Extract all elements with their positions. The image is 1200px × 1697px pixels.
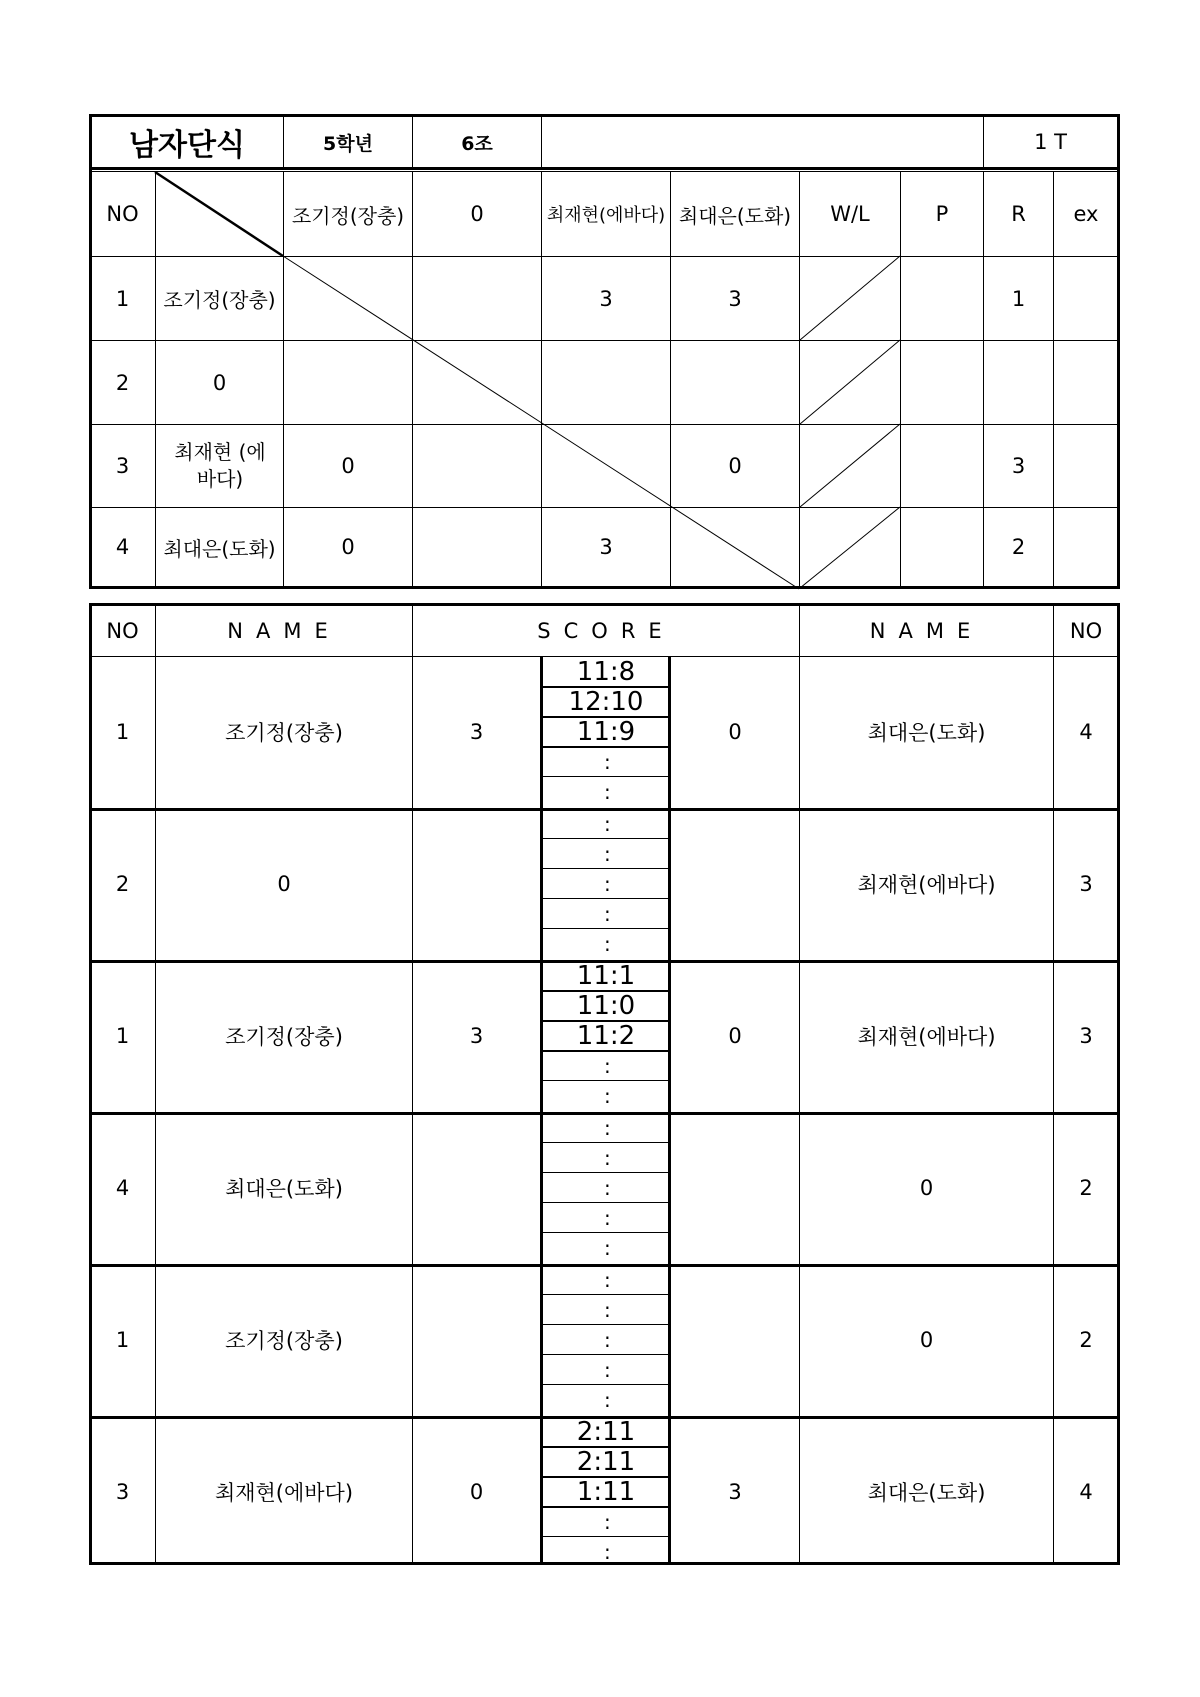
col-header-player-4: 최대은(도화) xyxy=(678,203,792,228)
match-name-left: 0 xyxy=(277,872,291,896)
game-score: 2:11 xyxy=(576,1416,636,1447)
match-name-right: 0 xyxy=(919,1328,934,1352)
col-header-r: R xyxy=(1011,202,1026,226)
standings-row-no: 3 xyxy=(115,454,130,478)
matches-header-no-right: NO xyxy=(1069,619,1103,643)
match-score-left: 3 xyxy=(469,720,484,744)
game-separator: : xyxy=(604,1268,611,1292)
standings-cell: 0 xyxy=(728,454,742,478)
game-score: 12:10 xyxy=(568,686,644,717)
standings-cell: 0 xyxy=(341,535,355,559)
matches-header-name-left: NAME xyxy=(227,619,341,643)
game-separator: : xyxy=(604,1116,611,1140)
col-header-wl: W/L xyxy=(830,202,870,226)
game-score: 1:11 xyxy=(576,1476,636,1507)
standings-cell: 0 xyxy=(341,454,355,478)
match-no-left: 1 xyxy=(115,720,130,744)
col-header-ex: ex xyxy=(1073,202,1099,226)
match-score-left: 0 xyxy=(469,1480,484,1504)
game-score: 11:0 xyxy=(576,990,636,1021)
match-name-right: 0 xyxy=(919,1176,934,1200)
match-no-right: 2 xyxy=(1079,1176,1093,1200)
game-separator: : xyxy=(604,1298,611,1322)
standings-cell: 3 xyxy=(599,535,613,559)
game-separator: : xyxy=(604,1388,611,1412)
game-separator: : xyxy=(604,780,611,804)
match-no-left: 1 xyxy=(115,1328,130,1352)
game-separator: : xyxy=(604,1054,611,1078)
match-score-right: 0 xyxy=(728,720,742,744)
standings-row-no: 1 xyxy=(115,286,130,311)
standings-row-name: 최대은(도화) xyxy=(163,536,276,561)
game-separator: : xyxy=(604,1510,611,1534)
matches-header-no-left: NO xyxy=(106,619,139,643)
match-no-right: 2 xyxy=(1079,1328,1093,1352)
col-header-no: NO xyxy=(106,202,139,226)
match-no-right: 3 xyxy=(1079,1024,1093,1048)
match-name-left: 조기정(장충) xyxy=(225,1025,343,1049)
standings-rank: 2 xyxy=(1011,535,1026,559)
game-separator: : xyxy=(604,1206,611,1230)
standings-row-name: 0 xyxy=(212,370,227,395)
match-no-right: 3 xyxy=(1079,872,1093,896)
game-separator: : xyxy=(604,1084,611,1108)
game-score: 2:11 xyxy=(576,1446,636,1477)
round-label: 1 T xyxy=(1034,130,1067,154)
match-score-right: 3 xyxy=(728,1480,742,1504)
standings-rank: 1 xyxy=(1011,286,1026,311)
game-separator: : xyxy=(604,1146,611,1170)
standings-cell: 3 xyxy=(728,286,742,311)
match-name-left: 조기정(장충) xyxy=(225,721,343,745)
game-separator: : xyxy=(604,842,611,866)
match-score-right xyxy=(671,1113,799,1263)
matches-header-score: SCORE xyxy=(537,619,675,643)
game-score: 11:2 xyxy=(576,1020,636,1051)
game-separator: : xyxy=(604,750,611,774)
matches-header-name-right: NAME xyxy=(869,619,984,643)
game-separator: : xyxy=(604,1358,611,1382)
standings-rank: 3 xyxy=(1011,454,1026,478)
col-header-p: P xyxy=(935,202,949,226)
game-score: 11:9 xyxy=(576,716,636,747)
match-name-left: 최재현(에바다) xyxy=(214,1481,354,1505)
match-score-left: 3 xyxy=(469,1024,484,1048)
standings-cell: 3 xyxy=(599,286,613,311)
game-separator: : xyxy=(604,812,611,836)
game-separator: : xyxy=(604,1328,611,1352)
match-name-right: 최재현(에바다) xyxy=(857,1025,996,1049)
match-score-left xyxy=(413,809,540,959)
game-separator: : xyxy=(604,902,611,926)
match-name-right: 최대은(도화) xyxy=(867,721,986,745)
standings-row-name: 최재현 (에바다) xyxy=(174,440,266,491)
game-score: 11:8 xyxy=(576,656,636,687)
standings-row-no: 2 xyxy=(115,370,130,395)
event-title: 남자단식 xyxy=(129,128,245,163)
match-score-right: 0 xyxy=(728,1024,742,1048)
game-separator: : xyxy=(604,932,611,956)
game-separator: : xyxy=(604,872,611,896)
match-no-right: 4 xyxy=(1079,1480,1093,1504)
standings-row-no: 4 xyxy=(115,535,130,559)
col-header-player-3: 최재현(에바다) xyxy=(546,205,666,226)
match-name-right: 최대은(도화) xyxy=(867,1481,986,1505)
match-name-left: 조기정(장충) xyxy=(225,1329,343,1353)
standings-row-name: 조기정(장충) xyxy=(163,288,276,312)
game-score: 11:1 xyxy=(576,960,636,991)
col-header-player-1: 조기정(장충) xyxy=(291,203,405,228)
match-no-left: 3 xyxy=(115,1480,130,1504)
group-label: 6조 xyxy=(461,132,493,155)
match-score-left xyxy=(413,1113,540,1263)
match-no-left: 1 xyxy=(115,1024,130,1048)
match-name-left: 최대은(도화) xyxy=(225,1177,343,1201)
game-separator: : xyxy=(604,1176,611,1200)
match-no-left: 2 xyxy=(115,872,130,896)
match-score-right xyxy=(671,1265,799,1415)
grade-label: 5학년 xyxy=(323,132,373,155)
col-header-player-2: 0 xyxy=(470,202,484,226)
game-separator: : xyxy=(604,1236,611,1260)
game-separator: : xyxy=(604,1540,611,1564)
match-score-left xyxy=(413,1265,540,1415)
match-no-left: 4 xyxy=(115,1176,130,1200)
match-name-right: 최재현(에바다) xyxy=(857,873,996,897)
match-no-right: 4 xyxy=(1079,720,1093,744)
match-score-right xyxy=(671,809,799,959)
